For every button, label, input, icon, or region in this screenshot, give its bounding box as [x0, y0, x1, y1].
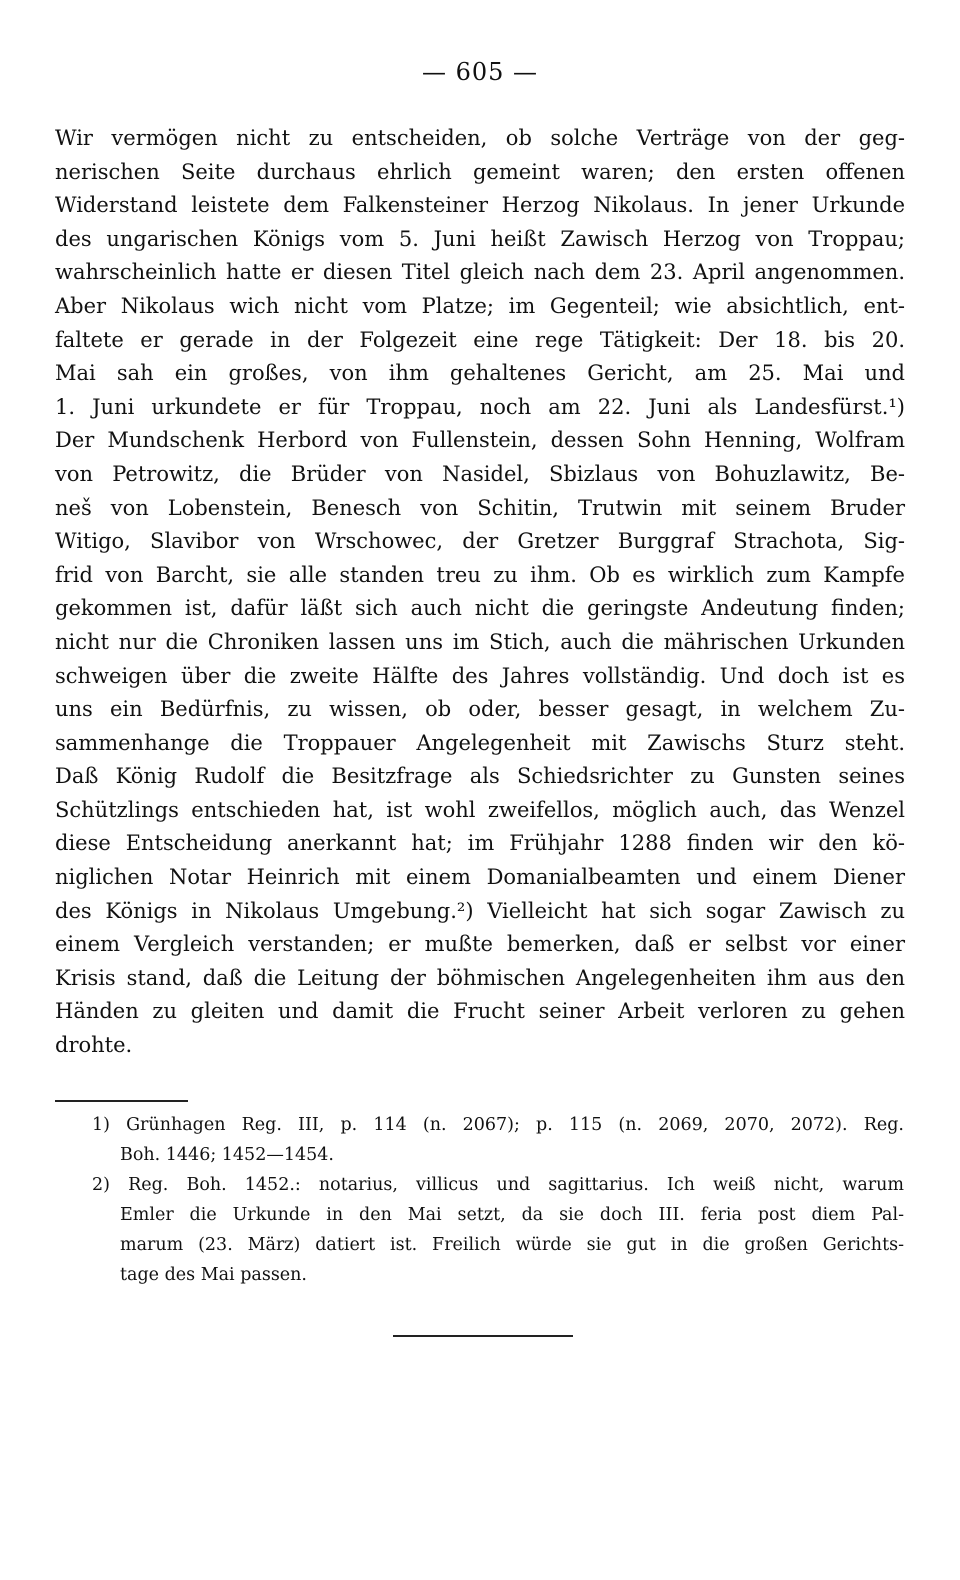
- footnote-line: marum (23. März) datiert ist. Freilich würde sie gut in die großen Gerichts-: [120, 1235, 904, 1255]
- footnotes: [92, 1110, 904, 1290]
- text-line: wahrscheinlich hatte er diesen Titel gleich nach dem 23. April angenommen.: [55, 260, 905, 285]
- text-line: nerischen Seite durchaus ehrlich gemeint waren; den ersten offenen: [55, 159, 905, 184]
- text-line: von Petrowitz, die Brüder von Nasidel, Sbizlaus von Bohuzlawitz, Be-: [55, 461, 905, 486]
- text-line: des Königs in Nikolaus Umgebung.²) Vielleicht hat sich sogar Zawisch zu: [55, 898, 905, 923]
- text-line: Wir vermögen nicht zu entscheiden, ob solche Verträge von der geg-: [55, 126, 905, 150]
- text-line: Schützlings entschieden hat, ist wohl zweifellos, möglich auch, das Wenzel: [55, 797, 905, 822]
- text-line: schweigen über die zweite Hälfte des Jahres vollständig. Und doch ist es: [55, 663, 905, 688]
- text-line: Krisis stand, daß die Leitung der böhmischen Angelegenheiten ihm aus den: [55, 965, 905, 990]
- text-line: Der Mundschenk Herbord von Fullenstein, dessen Sohn Henning, Wolfram: [55, 428, 905, 453]
- text-line: 1. Juni urkundete er für Troppau, noch am 22. Juni als Landesfürst.¹): [55, 394, 905, 419]
- footnote-line: 1) Grünhagen Reg. III, p. 114 (n. 2067); p. 115 (n. 2069, 2070, 2072). Reg.: [92, 1115, 904, 1135]
- footnote-line: 2) Reg. Boh. 1452.: notarius, villicus und sagittarius. Ich weiß nicht, warum: [92, 1175, 904, 1195]
- footnote-1: [92, 1110, 904, 1170]
- body-text: [55, 122, 905, 1063]
- text-line: gekommen ist, dafür läßt sich auch nicht die geringste Andeutung finden;: [55, 596, 905, 621]
- text-line: nicht nur die Chroniken lassen uns im Stich, auch die mährischen Urkunden: [55, 629, 905, 654]
- footnote-2: [92, 1170, 904, 1290]
- text-line: sammenhange die Troppauer Angelegenheit mit Zawischs Sturz steht.: [55, 730, 905, 755]
- footnote-line: Emler die Urkunde in den Mai setzt, da sie doch III. feria post diem Pal-: [120, 1205, 904, 1225]
- footnote-line: tage des Mai passen.: [120, 1265, 307, 1285]
- text-line: Händen zu gleiten und damit die Frucht seiner Arbeit verloren zu gehen: [55, 999, 905, 1024]
- text-line: Widerstand leistete dem Falkensteiner Herzog Nikolaus. In jener Urkunde: [55, 193, 905, 218]
- text-line: drohte.: [55, 1033, 133, 1058]
- text-line: uns ein Bedürfnis, zu wissen, ob oder, besser gesagt, in welchem Zu-: [55, 697, 905, 722]
- text-line: Aber Nikolaus wich nicht vom Platze; im Gegenteil; wie absichtlich, ent-: [55, 293, 905, 318]
- text-line: frid von Barcht, sie alle standen treu zu ihm. Ob es wirklich zum Kampfe: [55, 562, 905, 587]
- text-line: Daß König Rudolf die Besitzfrage als Schiedsrichter zu Gunsten seines: [55, 764, 905, 789]
- text-line: Witigo, Slavibor von Wrschowec, der Gretzer Burggraf Strachota, Sig-: [55, 529, 905, 554]
- text-line: niglichen Notar Heinrich mit einem Domanialbeamten und einem Diener: [55, 865, 905, 890]
- text-line: einem Vergleich verstanden; er mußte bemerken, daß er selbst vor einer: [55, 932, 905, 957]
- text-line: neš von Lobenstein, Benesch von Schitin, Trutwin mit seinem Bruder: [55, 495, 905, 520]
- end-rule: [393, 1335, 573, 1337]
- text-line: Mai sah ein großes, von ihm gehaltenes Gericht, am 25. Mai und: [55, 361, 905, 386]
- text-line: faltete er gerade in der Folgezeit eine rege Tätigkeit: Der 18. bis 20.: [55, 327, 905, 352]
- text-line: des ungarischen Königs vom 5. Juni heißt Zawisch Herzog von Troppau;: [55, 226, 905, 251]
- page-number: — 605 —: [421, 58, 539, 86]
- text-line: diese Entscheidung anerkannt hat; im Frühjahr 1288 finden wir den kö-: [55, 831, 905, 856]
- footnote-line: Boh. 1446; 1452—1454.: [120, 1145, 334, 1165]
- footnote-separator: [55, 1100, 188, 1102]
